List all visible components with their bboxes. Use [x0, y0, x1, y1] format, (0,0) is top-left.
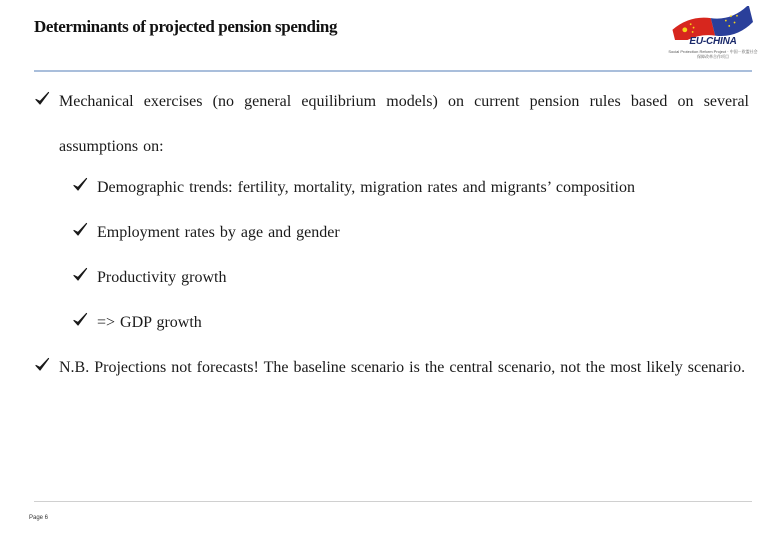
- bullet-2-text: N.B. Projections not forecasts! The baseline scenario is the central scenario, not the most likely scenario.: [59, 359, 746, 376]
- sub-bullet-1-text: Demographic trends: fertility, mortality, migration rates and migrants’ composition: [97, 179, 635, 196]
- checkmark-icon: [72, 210, 90, 255]
- bullet-1: [34, 79, 752, 169]
- slide-title: Determinants of projected pension spending: [34, 17, 338, 36]
- footer-divider: [34, 501, 752, 502]
- sub-bullet-2-text: Employment rates by age and gender: [97, 224, 340, 241]
- sub-bullet-4: [72, 300, 752, 345]
- page-number: Page 6: [29, 515, 49, 521]
- sub-bullet-1: [72, 165, 752, 210]
- checkmark-icon: [72, 165, 90, 210]
- bullet-2: [34, 345, 752, 390]
- logo-name: EU-CHINA: [689, 36, 737, 47]
- checkmark-icon: [72, 300, 90, 345]
- logo-subtitle: Social Protection Reform Project · 中国－欧盟社会保障改革合作项目: [668, 49, 758, 59]
- sub-bullet-4-text: => GDP growth: [97, 314, 202, 331]
- checkmark-icon: [72, 255, 90, 300]
- sub-bullet-3: [72, 255, 752, 300]
- title-divider: [34, 70, 752, 72]
- bullet-1-text: Mechanical exercises (no general equilibrium models) on current pension rules based on several assumptions on:: [59, 93, 749, 155]
- checkmark-icon: [34, 79, 52, 124]
- sub-bullet-3-text: Productivity growth: [97, 269, 227, 286]
- checkmark-icon: [34, 345, 52, 390]
- sub-bullet-2: [72, 210, 752, 255]
- logo-flags-icon: [664, 6, 760, 40]
